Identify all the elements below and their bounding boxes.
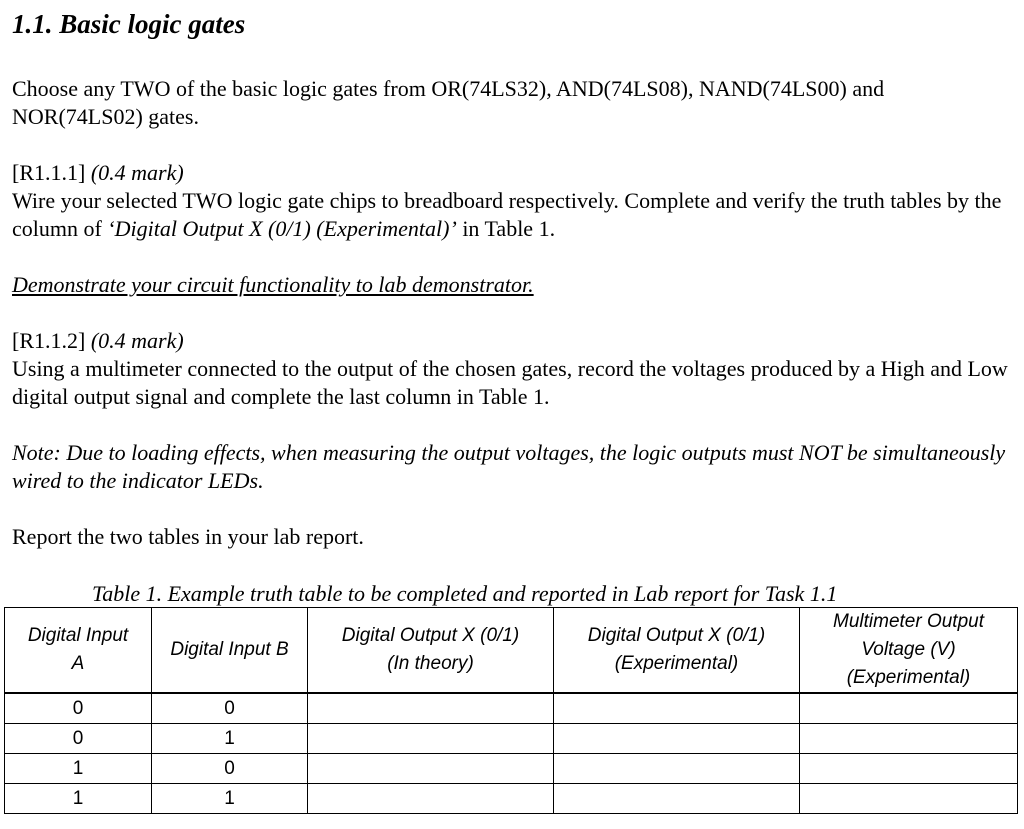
cell-input-a: 0 (5, 724, 152, 754)
header-output-theory: Digital Output X (0/1) (In theory) (308, 608, 554, 694)
cell-input-a: 0 (5, 693, 152, 724)
demonstrate-note (12, 271, 1012, 299)
header-input-b: Digital Input B (152, 608, 308, 694)
requirement-tag: [R1.1.2] (12, 328, 86, 353)
cell-input-b: 0 (152, 754, 308, 784)
table-row (5, 784, 1018, 814)
requirement-r112 (12, 327, 1012, 411)
mark-value: (0.4 mark) (90, 160, 184, 185)
cell-output-experimental (554, 784, 800, 814)
table-header-row (5, 608, 1018, 694)
section-title: 1.1. Basic logic gates (12, 9, 246, 39)
loading-effects-note: Note: Due to loading effects, when measuring the output voltages, the logic outputs must NOT be simultaneously wired to the indicator LEDs. (12, 440, 1006, 493)
cell-output-experimental (554, 693, 800, 724)
requirement-body-emphasis: ‘Digital Output X (0/1) (Experimental)’ (107, 216, 457, 241)
table-row (5, 693, 1018, 724)
cell-output-experimental (554, 754, 800, 784)
requirement-body: Wire your selected TWO logic gate chips to breadboard respectively. Complete and verify the truth tables by the column of (12, 188, 1002, 241)
table-row (5, 754, 1018, 784)
intro-paragraph: Choose any TWO of the basic logic gates from OR(74LS32), AND(74LS08), NAND(74LS00) and NOR(74LS02) gates. (12, 76, 885, 129)
truth-table (4, 607, 1018, 814)
header-output-experimental: Digital Output X (0/1) (Experimental) (554, 608, 800, 694)
document-page (12, 6, 1012, 551)
demonstrate-text: Demonstrate your circuit functionality to lab demonstrator. (12, 272, 534, 297)
cell-input-b: 1 (152, 784, 308, 814)
requirement-body-end: in Table 1. (456, 216, 556, 241)
cell-output-theory (308, 754, 554, 784)
cell-input-b: 1 (152, 724, 308, 754)
cell-output-experimental (554, 724, 800, 754)
table-row (5, 724, 1018, 754)
cell-voltage (800, 724, 1018, 754)
table-caption: Table 1. Example truth table to be completed and reported in Lab report for Task 1.1 (92, 581, 838, 606)
header-multimeter-voltage: Multimeter Output Voltage (V) (Experimental) (800, 608, 1018, 694)
cell-input-b: 0 (152, 693, 308, 724)
requirement-tag: [R1.1.1] (12, 160, 86, 185)
cell-input-a: 1 (5, 784, 152, 814)
cell-voltage (800, 754, 1018, 784)
cell-voltage (800, 693, 1018, 724)
cell-output-theory (308, 693, 554, 724)
cell-output-theory (308, 724, 554, 754)
report-instruction: Report the two tables in your lab report. (12, 524, 364, 549)
mark-value: (0.4 mark) (90, 328, 184, 353)
requirement-body: Using a multimeter connected to the output of the chosen gates, record the voltages produced by a High and Low digital output signal and complete the last column in Table 1. (12, 356, 1008, 409)
requirement-r111 (12, 159, 1012, 243)
cell-voltage (800, 784, 1018, 814)
cell-input-a: 1 (5, 754, 152, 784)
cell-output-theory (308, 784, 554, 814)
header-input-a: Digital Input A (5, 608, 152, 694)
